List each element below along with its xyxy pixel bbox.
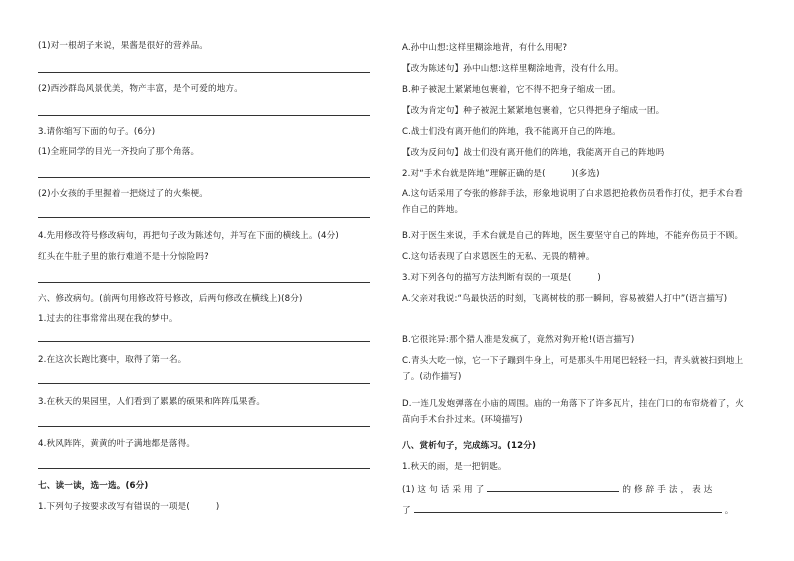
answer-line[interactable] — [38, 115, 370, 116]
answer-line[interactable] — [38, 177, 370, 178]
option-line: B.对于医生来说，手术台就是自己的阵地，医生要坚守自己的阵地，不能弃伤员于不顾。 — [402, 231, 744, 241]
question-text-end: )(多选) — [571, 169, 600, 179]
question-line: 红头在牛肚子里的旅行难道不是十分惊险吗? — [38, 252, 209, 262]
right-column — [402, 0, 752, 561]
question-line: (1)全班同学的目光一齐投向了那个角落。 — [38, 147, 200, 157]
option-line: B.它很诧异:那个猎人准是发疯了，竟然对狗开枪!(语言描写) — [402, 335, 635, 345]
question-text-end: 。 — [724, 506, 734, 516]
question-text: 2.对“手术台就是阵地”理解正确的是( — [402, 169, 546, 179]
question-text-end: ) — [215, 502, 220, 512]
option-line: 【改为陈述句】孙中山想:这样里糊涂地背，没有什么用。 — [402, 64, 624, 74]
section-heading: 六、修改病句。(前两句用修改符号修改，后两句修改在横线上)(8分) — [38, 294, 303, 304]
question-line: 4.秋风阵阵，黄黄的叶子满地都是落得。 — [38, 439, 196, 449]
question-line: 2.在这次长跑比赛中，取得了第一名。 — [38, 355, 187, 365]
option-line: B.种子被泥土紧紧地包裹着，它不得不把身子缩成一团。 — [402, 85, 621, 95]
answer-blank[interactable] — [414, 503, 722, 513]
option-line: 【改为反问句】战士们没有离开他们的阵地，我能离开自己的阵地吗 — [402, 148, 665, 158]
question-line: 1.秋天的雨，是一把钥匙。 — [402, 462, 507, 472]
answer-line[interactable] — [38, 468, 370, 469]
fill-blank-line — [402, 503, 734, 517]
option-line: D.一连几发炮弹落在小庙的周围。庙的一角落下了许多瓦片，挂在门口的布帘烧着了，火苗向手术台扑过来。(环境描写) — [402, 399, 744, 425]
question-line — [402, 272, 601, 284]
section-heading: 3.请你缩写下面的句子。(6分) — [38, 127, 156, 137]
answer-line[interactable] — [38, 217, 370, 218]
question-text: (1) 这 句 话 采 用 了 — [402, 485, 485, 495]
question-text: 的 修 辞 手 法 ， 表 达 — [622, 485, 713, 495]
question-line — [402, 168, 600, 180]
option-line: A.这句话采用了夸张的修辞手法，形象地说明了白求恩把抢救伤员看作打仗，把手术台看作自己的阵地。 — [402, 189, 744, 215]
section-heading: 七、读一读，选一选。(6分) — [38, 481, 149, 491]
answer-line[interactable] — [38, 426, 370, 427]
option-line: C.战士们没有离开他们的阵地，我不能离开自己的阵地。 — [402, 127, 621, 137]
left-column — [38, 0, 388, 561]
answer-line[interactable] — [38, 341, 370, 342]
question-line: (2)西沙群岛风景优美，物产丰富，是个可爱的地方。 — [38, 84, 243, 94]
answer-line[interactable] — [38, 282, 370, 283]
question-line: (2)小女孩的手里握着一把烧过了的火柴梗。 — [38, 189, 209, 199]
question-text: 1.下列句子按要求改写有错误的一项是( — [38, 502, 190, 512]
option-line: 【改为肯定句】种子被泥土紧紧地包裹着，它只得把身子缩成一团。 — [402, 106, 665, 116]
answer-blank[interactable] — [487, 482, 619, 492]
question-text: 了 — [402, 506, 411, 516]
question-line — [38, 501, 219, 513]
question-line: 4.先用修改符号修改病句，再把句子改为陈述句，并写在下面的横线上。(4分) — [38, 231, 339, 241]
question-line: 3.在秋天的果园里，人们看到了累累的硕果和阵阵瓜果香。 — [38, 397, 266, 407]
option-line: C.这句话表现了白求恩医生的无私、无畏的精神。 — [402, 252, 595, 262]
section-heading: 八、赏析句子，完成练习。(12分) — [402, 441, 537, 451]
answer-line[interactable] — [38, 72, 370, 73]
option-line: A.父亲对我说:“鸟最快活的时刻，飞离树枝的那一瞬间，容易被猎人打中”(语言描写) — [402, 294, 728, 304]
question-line: (1)对一根胡子来说，果酱是很好的营养品。 — [38, 41, 209, 51]
question-text: 3.对下列各句的描写方法判断有误的一项是( — [402, 273, 572, 283]
fill-blank-line — [402, 482, 713, 496]
answer-line[interactable] — [38, 383, 370, 384]
option-line: C.青头大吃一惊，它一下子蹦到牛身上，可是那头牛用尾巴轻轻一扫，青头就被扫到地上了。(动作描写) — [402, 356, 744, 382]
question-text-end: ) — [597, 273, 601, 283]
question-line: 1.过去的往事常常出现在我的梦中。 — [38, 314, 178, 324]
option-line: A.孙中山想:这样里糊涂地背，有什么用呢? — [402, 43, 568, 53]
